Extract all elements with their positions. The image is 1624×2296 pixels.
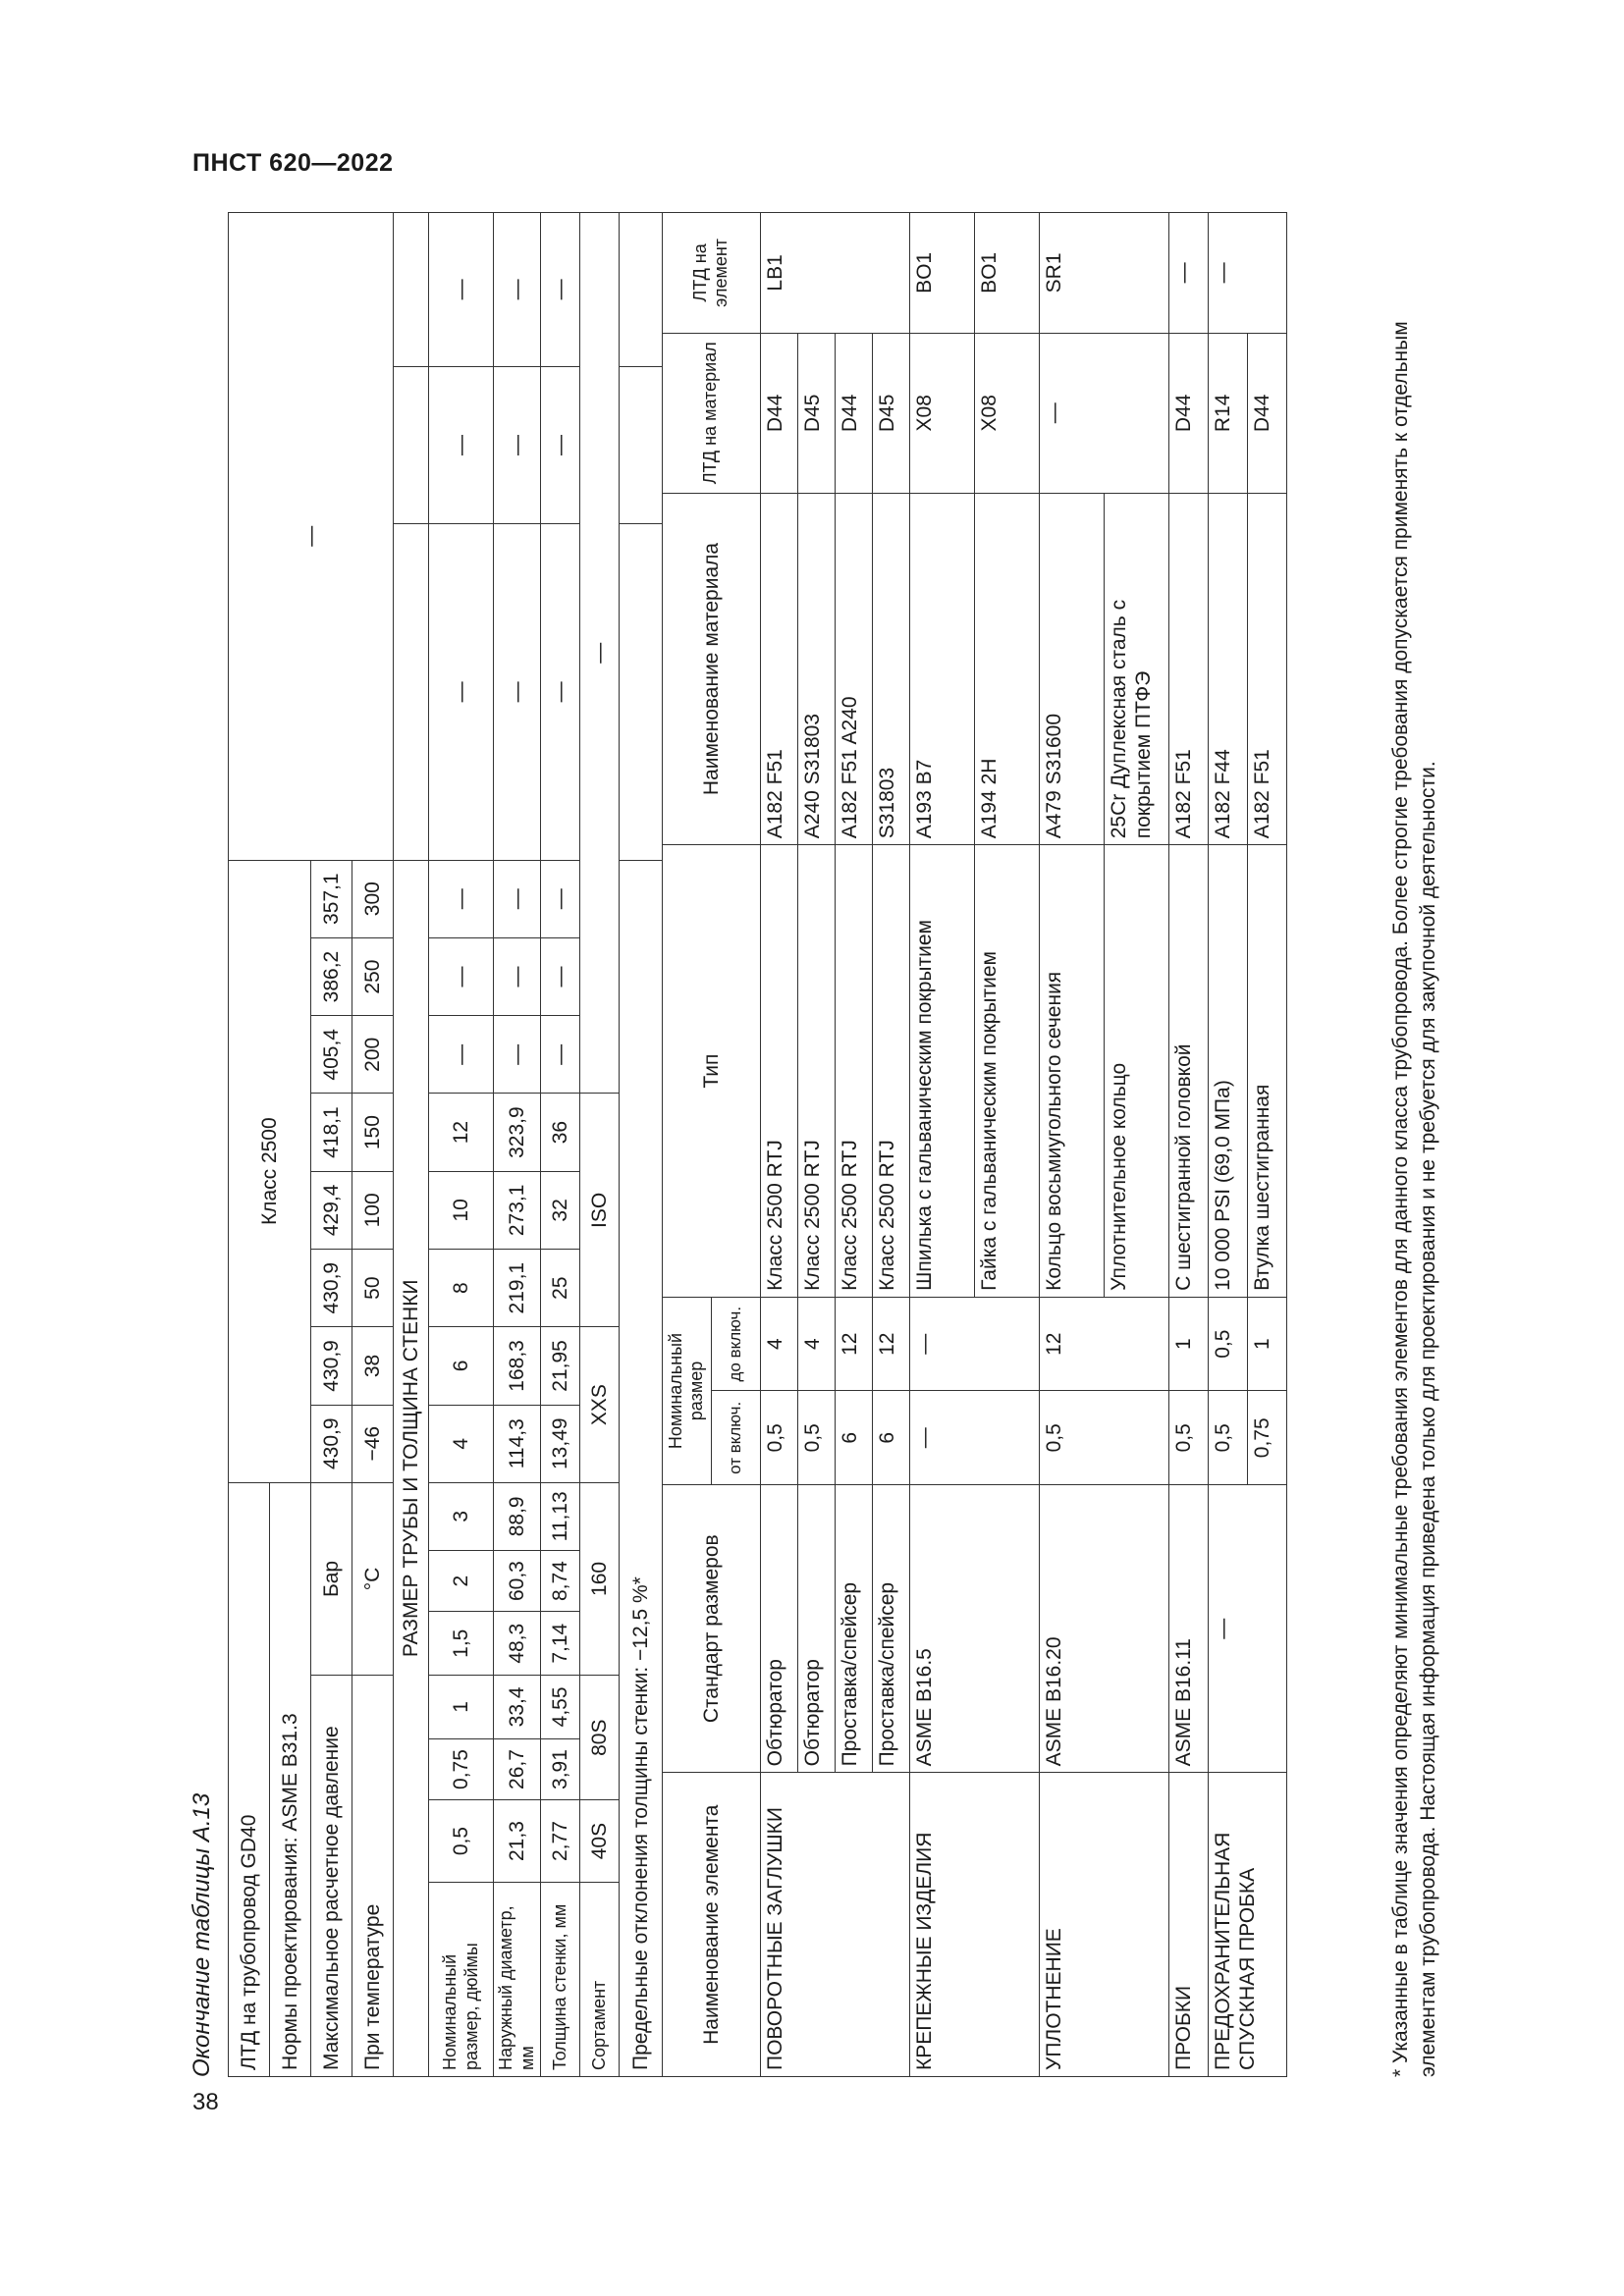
pressure-value: 430,9 (311, 1250, 352, 1327)
nominal-size: 4 (429, 1405, 494, 1482)
outer-diameter: 48,3 (494, 1612, 541, 1676)
row-from: 0,5 (797, 1391, 835, 1485)
wall-thickness: 3,91 (541, 1738, 580, 1800)
outer-diameter: 21,3 (494, 1800, 541, 1882)
nominal-size-label: Номинальный размер, дюймы (429, 1882, 494, 2076)
row-from: 0,5 (1039, 1391, 1168, 1485)
temperature-value: 200 (352, 1016, 394, 1094)
row-ltd-material: D44 (1168, 333, 1208, 493)
nominal-size: 0,5 (429, 1800, 494, 1882)
wall-thickness: 13,49 (541, 1405, 580, 1482)
temperature-label: При температуре (352, 1676, 394, 2077)
outer-diameter: 273,1 (494, 1171, 541, 1249)
row-from: 6 (835, 1391, 872, 1485)
wall-thickness: 2,77 (541, 1800, 580, 1882)
row-to: 4 (797, 1297, 835, 1391)
schedule-label: Сортамент (580, 1882, 620, 2076)
temperature-value: 100 (352, 1171, 394, 1249)
row-ltd-material: R14 (1208, 333, 1247, 493)
outer-diameter: 60,3 (494, 1550, 541, 1612)
row-standard: Проставка/спейсер (835, 1485, 872, 1773)
row-ltd-material: D44 (760, 333, 797, 493)
wall-thickness: 11,13 (541, 1482, 580, 1550)
row-type: Втулка шестигранная (1247, 845, 1286, 1298)
spec-dash: — (541, 937, 580, 1015)
outer-diameter: 323,9 (494, 1094, 541, 1171)
spec-dash: — (494, 860, 541, 937)
outer-diameter: 33,4 (494, 1676, 541, 1739)
wall-thickness: 4,55 (541, 1676, 580, 1739)
outer-diameter: 88,9 (494, 1482, 541, 1550)
row-standard: ASME B16.5 (909, 1485, 1039, 1773)
row-ltd-element: BO1 (974, 213, 1039, 334)
row-type: Класс 2500 RTJ (872, 845, 909, 1298)
nominal-size: 1,5 (429, 1612, 494, 1676)
spec-dash: — (494, 213, 541, 367)
header-type: Тип (662, 845, 760, 1298)
row-to: 12 (872, 1297, 909, 1391)
temperature-value: 38 (352, 1327, 394, 1405)
row-from: — (909, 1391, 1039, 1485)
schedule-value: 80S (580, 1676, 620, 1800)
temperature-value: −46 (352, 1405, 394, 1482)
spec-dash: — (429, 1016, 494, 1094)
row-from: 0,5 (1208, 1391, 1247, 1485)
group-ltd-element: — (1208, 213, 1286, 334)
group-name: УПЛОТНЕНИЕ (1039, 1773, 1168, 2077)
spec-dash: — (541, 860, 580, 937)
group-ltd-element: LB1 (760, 213, 909, 334)
wall-thickness: 8,74 (541, 1550, 580, 1612)
design-norms: Нормы проектирования: ASME B31.3 (270, 1482, 311, 2076)
header-standard: Стандарт размеров (662, 1485, 760, 1773)
row-to: 1 (1168, 1297, 1208, 1391)
nominal-size: 6 (429, 1327, 494, 1405)
row-material: A182 F51 (760, 493, 797, 845)
spec-dash: — (429, 213, 494, 367)
row-material: A479 S31600 (1039, 493, 1104, 845)
row-to: 4 (760, 1297, 797, 1391)
table-frame (228, 212, 1416, 2077)
nominal-size: 10 (429, 1171, 494, 1249)
temperature-value: 250 (352, 937, 394, 1015)
row-material: A182 F51 (1168, 493, 1208, 845)
spec-dash: — (429, 366, 494, 524)
pressure-value: 418,1 (311, 1094, 352, 1171)
row-type: Класс 2500 RTJ (760, 845, 797, 1298)
spec-dash: — (580, 213, 620, 1094)
nominal-size: 0,75 (429, 1738, 494, 1800)
wall-thickness: 7,14 (541, 1612, 580, 1676)
row-to: 1 (1247, 1297, 1286, 1391)
nominal-size: 8 (429, 1250, 494, 1327)
spec-dash: — (494, 366, 541, 524)
page-number: 38 (192, 2089, 219, 2115)
header-ltd-element: ЛТД на элемент (662, 213, 760, 334)
pressure-value: 430,9 (311, 1327, 352, 1405)
row-ltd-material: — (1039, 333, 1168, 493)
pressure-value: 429,4 (311, 1171, 352, 1249)
row-type: Кольцо восьмиугольного сечения (1039, 845, 1104, 1298)
outer-diameter: 114,3 (494, 1405, 541, 1482)
group-ltd-element: — (1168, 213, 1208, 334)
row-type: 10 000 PSI (69,0 МПа) (1208, 845, 1247, 1298)
empty-cell (620, 524, 663, 860)
header-to: до включ. (711, 1297, 760, 1391)
wall-thickness-label: Толщина стенки, мм (541, 1882, 580, 2076)
row-material: A182 F51 A240 (835, 493, 872, 845)
wall-thickness: 21,95 (541, 1327, 580, 1405)
class-label: Класс 2500 (229, 860, 311, 1482)
row-material: S31803 (872, 493, 909, 845)
schedule-value: XXS (580, 1327, 620, 1483)
group-name: ПОВОРОТНЫЕ ЗАГЛУШКИ (760, 1773, 909, 2077)
row-type: Гайка с гальваническим покрытием (974, 845, 1039, 1298)
row-ltd-material: D44 (1247, 333, 1286, 493)
wall-tolerance: Предельные отклонения толщины стенки: −12,5 %* (620, 860, 663, 2076)
row-type: Шпилька с гальваническим покрытием (909, 845, 974, 1298)
outer-diameter: 219,1 (494, 1250, 541, 1327)
temperature-value: 300 (352, 860, 394, 937)
spec-dash: — (494, 524, 541, 860)
wall-thickness: 36 (541, 1094, 580, 1171)
spec-dash: — (429, 524, 494, 860)
spec-dash: — (494, 1016, 541, 1094)
empty-cell (394, 366, 429, 524)
header-nominal-size: Номинальный размер (662, 1297, 711, 1484)
schedule-value: 160 (580, 1482, 620, 1675)
header-material: Наименование материала (662, 493, 760, 845)
empty-cell (620, 213, 663, 367)
wall-thickness: 25 (541, 1250, 580, 1327)
row-type: Уплотнительное кольцо (1104, 845, 1168, 1298)
row-material: A182 F51 (1247, 493, 1286, 845)
empty-cell (394, 524, 429, 860)
group-name: КРЕПЕЖНЫЕ ИЗДЕЛИЯ (909, 1773, 1039, 2077)
nominal-size: 2 (429, 1550, 494, 1612)
document-code: ПНСТ 620—2022 (192, 149, 394, 177)
ltd-pipeline: ЛТД на трубопровод GD40 (229, 1482, 270, 2076)
row-standard: Обтюратор (797, 1485, 835, 1773)
nominal-size: 1 (429, 1676, 494, 1739)
pressure-value: 405,4 (311, 1016, 352, 1094)
row-ltd-material: D45 (797, 333, 835, 493)
header-ltd-material: ЛТД на материал (662, 333, 760, 493)
pressure-value: 357,1 (311, 860, 352, 937)
row-type: Класс 2500 RTJ (835, 845, 872, 1298)
pressure-value: 430,9 (311, 1405, 352, 1482)
row-material: A193 B7 (909, 493, 974, 845)
pressure-unit: Бар (311, 1482, 352, 1675)
row-ltd-material: X08 (909, 333, 974, 493)
header-from: от включ. (711, 1391, 760, 1485)
rotated-table-region (189, 183, 1473, 2077)
outer-diameter: 26,7 (494, 1738, 541, 1800)
spec-dash: — (541, 213, 580, 367)
header-element-name: Наименование элемента (662, 1773, 760, 2077)
temperature-value: 150 (352, 1094, 394, 1171)
row-standard: ASME B16.20 (1039, 1485, 1168, 1773)
wall-thickness: 32 (541, 1171, 580, 1249)
spec-dash: — (541, 1016, 580, 1094)
max-pressure-label: Максимальное расчетное давление (311, 1676, 352, 2077)
row-from: 0,5 (760, 1391, 797, 1485)
footnote: * Указанные в таблице значения определяют минимальные требования элементов для данного класса трубопровода. Более строгие требования допускается применять к отдельным элементам трубопровода. Настоящая информация приведена только для проектирования и не требуется для закупочной деятельности. (1389, 321, 1440, 2077)
row-from: 0,75 (1247, 1391, 1286, 1485)
pressure-value: 386,2 (311, 937, 352, 1015)
row-material: A194 2H (974, 493, 1039, 845)
spec-dash: — (429, 937, 494, 1015)
row-standard: ASME B16.11 (1168, 1485, 1208, 1773)
schedule-value: ISO (580, 1094, 620, 1327)
spec-dash: — (229, 213, 394, 861)
row-material: 25Cr Дуплексная сталь с покрытием ПТФЭ (1104, 493, 1168, 845)
group-ltd-element: SR1 (1039, 213, 1168, 334)
empty-cell (394, 213, 429, 367)
spec-dash: — (429, 860, 494, 937)
row-to: 12 (1039, 1297, 1168, 1391)
schedule-value: 40S (580, 1800, 620, 1882)
outer-diameter-label: Наружный диаметр, мм (494, 1882, 541, 2076)
empty-cell (620, 366, 663, 524)
row-from: 0,5 (1168, 1391, 1208, 1485)
row-standard: Проставка/спейсер (872, 1485, 909, 1773)
row-from: 6 (872, 1391, 909, 1485)
temperature-unit: °С (352, 1482, 394, 1675)
components-table (662, 212, 1287, 2077)
row-type: С шестигранной головкой (1168, 845, 1208, 1298)
pipe-section-title: РАЗМЕР ТРУБЫ И ТОЛЩИНА СТЕНКИ (394, 860, 429, 2076)
row-to: 0,5 (1208, 1297, 1247, 1391)
nominal-size: 3 (429, 1482, 494, 1550)
row-ltd-material: X08 (974, 333, 1039, 493)
row-type: Класс 2500 RTJ (797, 845, 835, 1298)
row-ltd-material: D44 (835, 333, 872, 493)
spec-table (228, 212, 663, 2077)
spec-dash: — (541, 524, 580, 860)
group-name: ПРОБКИ (1168, 1773, 1208, 2077)
spec-dash: — (494, 937, 541, 1015)
outer-diameter: 168,3 (494, 1327, 541, 1405)
temperature-value: 50 (352, 1250, 394, 1327)
table-caption: Окончание таблицы А.13 (189, 1792, 215, 2077)
nominal-size: 12 (429, 1094, 494, 1171)
row-ltd-material: D45 (872, 333, 909, 493)
spec-dash: — (541, 366, 580, 524)
row-material: A240 S31803 (797, 493, 835, 845)
group-name: ПРЕДОХРАНИТЕЛЬНАЯ СПУСКНАЯ ПРОБКА (1208, 1773, 1286, 2077)
row-standard: — (1208, 1485, 1286, 1773)
row-to: 12 (835, 1297, 872, 1391)
row-material: A182 F44 (1208, 493, 1247, 845)
row-to: — (909, 1297, 1039, 1391)
row-ltd-element: BO1 (909, 213, 974, 334)
row-standard: Обтюратор (760, 1485, 797, 1773)
